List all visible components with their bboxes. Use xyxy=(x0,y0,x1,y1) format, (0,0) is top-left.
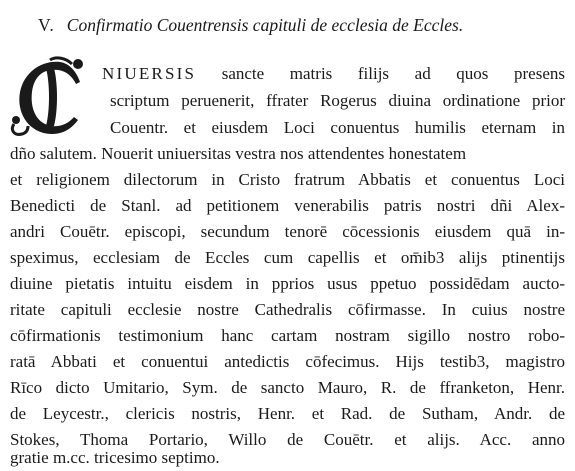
text-line-15: Stokes, Thoma Portario, Willo de Couētr. et alijs. Acc. anno xyxy=(10,430,565,449)
text-line-3: Couentr. et eiusdem Loci conuentus humilis eternam in xyxy=(110,118,565,137)
text-line-6: Benedicti de Stanl. ad petitionem venerabilis patris nostri dñi Alex- xyxy=(10,196,565,215)
text-line-11: cōfirmationis testimonium hanc cartam nostram sigillo nostro robo- xyxy=(10,326,565,345)
charter-heading xyxy=(38,14,558,36)
text-line-16: gratie m.cc. tricesimo septimo. xyxy=(10,448,220,467)
text-line-2: scriptum peruenerit, ffrater Rogerus diuina ordinatione prior xyxy=(110,91,565,110)
line-1-text: sancte matris filijs ad quos presens xyxy=(196,64,565,83)
text-line-1 xyxy=(102,62,565,86)
text-line-14: de Leycestr., clericis nostris, Henr. et Rad. de Sutham, Andr. de xyxy=(10,404,565,423)
opening-word: NIUERSIS xyxy=(102,64,197,83)
charter-title: Confirmatio Couentrensis capituli de ecclesia de Eccles. xyxy=(66,15,464,35)
text-line-8: speximus, ecclesiam de Eccles cum capellis et om̄ib3 alijs ptinentijs xyxy=(10,248,565,267)
text-line-5: et religionem dilectorum in Cristo fratrum Abbatis et conuentus Loci xyxy=(10,170,565,189)
charter-number: V. xyxy=(38,15,55,35)
text-line-13: Rīco dicto Umitario, Sym. de sancto Mauro, R. de ffranketon, Henr. xyxy=(10,378,565,397)
text-line-4: dño salutem. Nouerit uniuersitas vestra nos attendentes honestatem xyxy=(10,144,467,163)
text-line-9: diuine pietatis intuitu eisdem in pprios usus ppetuo possidēdam aucto- xyxy=(10,274,565,293)
text-line-12: ratā Abbati et conuentui antedictis cōfecimus. Hijs testib3, magistro xyxy=(10,352,565,371)
text-line-10: ritate capituli ecclesie nostre Cathedralis cōfirmasse. In cuius nostre xyxy=(10,300,565,319)
ornamental-initial xyxy=(6,54,86,138)
text-line-7: andri Couētr. episcopi, secundum tenorē cōcessionis eiusdem quā in- xyxy=(10,222,565,241)
